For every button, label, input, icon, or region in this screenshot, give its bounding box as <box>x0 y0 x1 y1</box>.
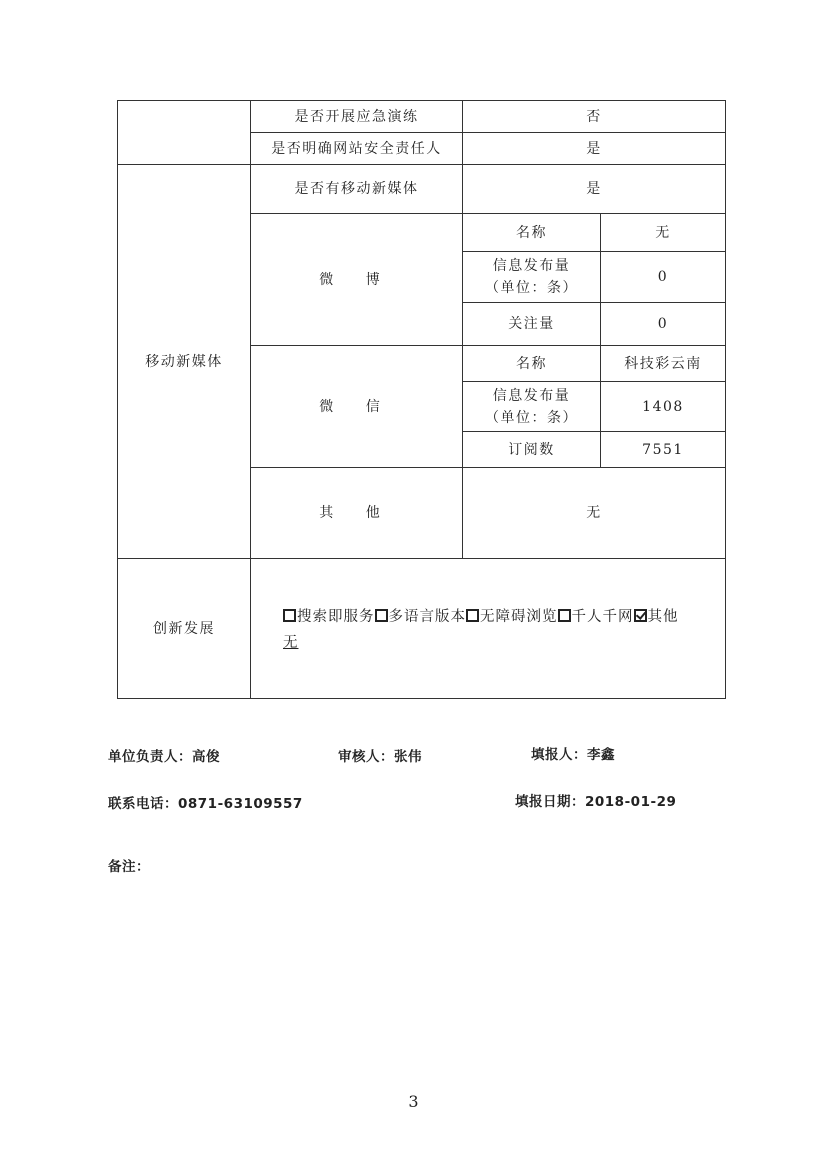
wechat-posts-label-line2: （单位：条） <box>485 409 578 426</box>
checkbox-unchecked-icon[interactable] <box>375 609 388 622</box>
option-other[interactable]: 其他 <box>634 609 679 625</box>
wechat-subscribers-label: 订阅数 <box>462 431 601 468</box>
checkbox-unchecked-icon[interactable] <box>466 609 479 622</box>
remarks: 备注： <box>108 859 150 875</box>
mobile-media-section-label: 移动新媒体 <box>117 164 251 559</box>
emergency-drill-value: 否 <box>462 100 726 133</box>
innovation-label: 创新发展 <box>117 558 251 699</box>
has-mobile-media-label: 是否有移动新媒体 <box>250 164 463 214</box>
reviewer: 审核人：张伟 <box>338 749 422 765</box>
checkbox-checked-icon[interactable] <box>634 609 647 622</box>
unit-head: 单位负责人：高俊 <box>108 749 220 765</box>
weibo-label: 微 博 <box>250 213 463 346</box>
option-search-service[interactable]: 搜索即服务 <box>283 609 375 625</box>
wechat-name-label: 名称 <box>462 345 601 382</box>
innovation-options <box>283 604 721 656</box>
checkbox-unchecked-icon[interactable] <box>558 609 571 622</box>
filler: 填报人：李鑫 <box>531 747 615 763</box>
other-innovation-text: 无 <box>283 635 299 651</box>
contact-phone: 联系电话：0871-63109557 <box>108 796 303 812</box>
blank-section-cell <box>117 100 251 165</box>
wechat-name-value: 科技彩云南 <box>600 345 726 382</box>
security-person-label: 是否明确网站安全责任人 <box>250 132 463 165</box>
weibo-followers-label: 关注量 <box>462 302 601 346</box>
option-multilanguage[interactable]: 多语言版本 <box>375 609 467 625</box>
fill-date: 填报日期：2018-01-29 <box>515 794 677 810</box>
wechat-subscribers-value: 7551 <box>600 431 726 468</box>
weibo-posts-label-line1: 信息发布量 <box>492 258 571 274</box>
weibo-name-value: 无 <box>600 213 726 252</box>
has-mobile-media-value: 是 <box>462 164 726 214</box>
security-person-value: 是 <box>462 132 726 165</box>
wechat-posts-value: 1408 <box>600 381 726 432</box>
wechat-label: 微 信 <box>250 345 463 468</box>
checkbox-unchecked-icon[interactable] <box>283 609 296 622</box>
emergency-drill-label: 是否开展应急演练 <box>250 100 463 133</box>
wechat-posts-label <box>462 381 601 432</box>
other-media-label: 其 他 <box>250 467 463 559</box>
page-number: 3 <box>408 1092 419 1111</box>
option-personalized[interactable]: 千人千网 <box>558 609 634 625</box>
weibo-posts-label-line2: （单位：条） <box>485 280 578 296</box>
weibo-posts-value: 0 <box>600 251 726 303</box>
weibo-followers-value: 0 <box>600 302 726 346</box>
weibo-name-label: 名称 <box>462 213 601 252</box>
other-media-value: 无 <box>462 467 726 559</box>
wechat-posts-label-line1: 信息发布量 <box>492 387 571 404</box>
weibo-posts-label <box>462 251 601 303</box>
option-accessibility[interactable]: 无障碍浏览 <box>466 609 558 625</box>
